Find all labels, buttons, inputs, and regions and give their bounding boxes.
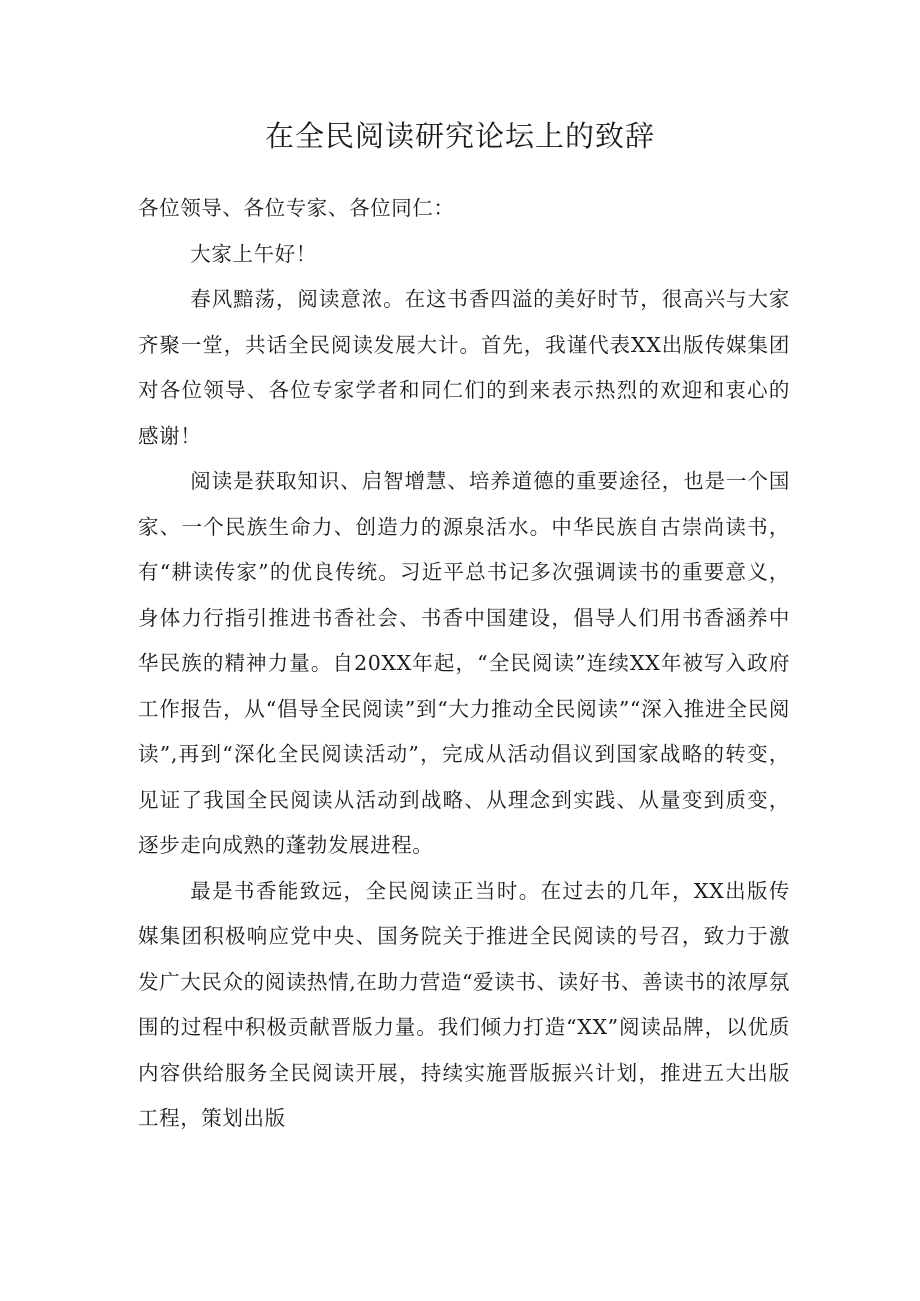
paragraph-reading-importance: 阅读是获取知识、启智增慧、培养道德的重要途径，也是一个国家、一个民族生命力、创造力的源泉活水。中华民族自古崇尚读书，有“耕读传家”的优良传统。习近平总书记多次强调读书的重要意义，身体力行指引推进书香社会、书香中国建设，倡导人们用书香涵养中华民族的精神力量。自20XX年起，“全民阅读”连续XX年被写入政府工作报告，从“倡导全民阅读”到“大力推动全民阅读”“深入推进全民阅读”,再到“深化全民阅读活动”，完成从活动倡议到国家战略的转变，见证了我国全民阅读从活动到战略、从理念到实践、从量变到质变，逐步走向成熟的蓬勃发展进程。 xyxy=(138,469,790,857)
paragraph-greeting: 大家上午好！ xyxy=(190,241,317,266)
document-body xyxy=(138,186,790,1142)
paragraph-welcome: 春风黯荡，阅读意浓。在这书香四溢的美好时节，很高兴与大家齐聚一堂，共话全民阅读发展大计。首先，我谨代表XX出版传媒集团对各位领导、各位专家学者和同仁们的到来表示热烈的欢迎和衷心的感谢！ xyxy=(138,287,790,448)
document-title: 在全民阅读研究论坛上的致辞 xyxy=(264,119,655,153)
salutation: 各位领导、各位专家、各位同仁： xyxy=(138,196,455,220)
paragraph-group-efforts: 最是书香能致远，全民阅读正当时。在过去的几年，XX出版传媒集团积极响应党中央、国务院关于推进全民阅读的号召，致力于激发广大民众的阅读热情,在助力营造“爱读书、读好书、善读书的浓厚氛围的过程中积极贡献晋版力量。我们倾力打造“XX”阅读品牌，以优质内容供给服务全民阅读开展，持续实施晋版振兴计划，推进五大出版工程，策划出版 xyxy=(138,878,790,1130)
